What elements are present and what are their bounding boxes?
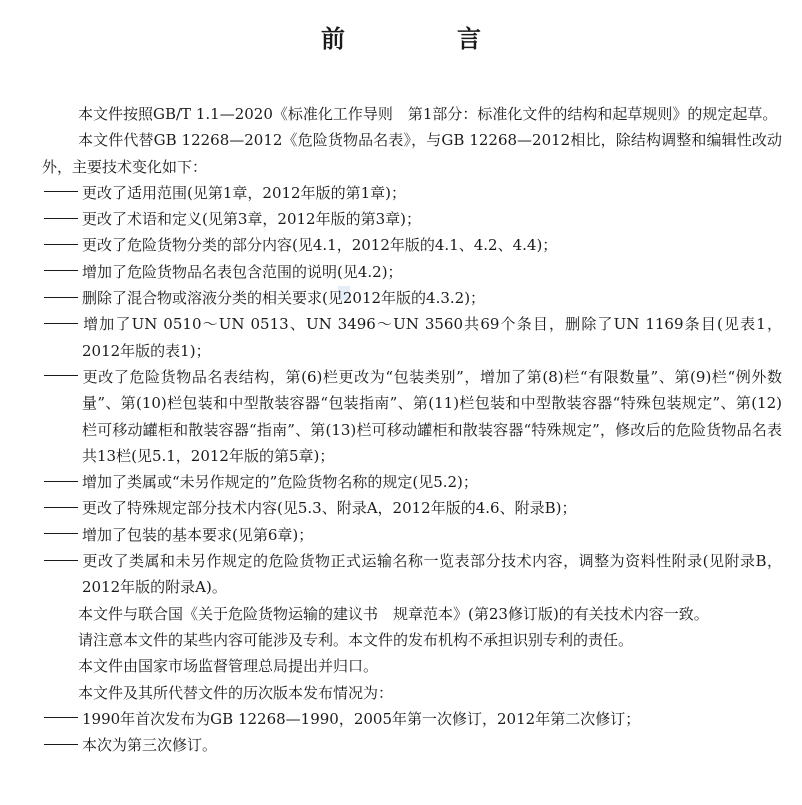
list-item [42,285,782,311]
list-item-text: 更改了特殊规定部分技术内容(见5.3、附录A，2012年版的4.6、附录B)； [82,499,577,518]
dash-icon [42,364,82,390]
list-item [42,232,782,258]
dash-icon [42,522,82,548]
page-title: 前 言 [321,25,525,53]
list-item [42,259,782,285]
list-item [42,732,782,758]
dash-icon [42,732,82,758]
dash-icon [42,285,82,311]
list-item [42,522,782,548]
list-item-text: 1990年首次发布为GB 12268—1990，2005年第一次修订，2012年第二次修订； [82,709,641,728]
list-item [42,706,782,732]
dash-icon [42,232,82,258]
paragraph-patent-notice: 请注意本文件的某些内容可能涉及专利。本文件的发布机构不承担识别专利的责任。 [78,630,634,649]
dash-icon [42,706,82,732]
history-list [42,706,782,759]
dash-icon [42,469,82,495]
list-item [42,469,782,495]
list-item [42,180,782,206]
list-item [42,364,782,469]
paragraph-un-consistency: 本文件与联合国《关于危险货物运输的建议书 规章范本》(第23修订版)的有关技术内容一致。 [78,604,709,623]
list-item [42,311,782,364]
paragraph-history-intro: 本文件及其所代替文件的历次版本发布情况为： [78,683,394,702]
document-body [42,101,782,758]
list-item-text: 更改了术语和定义(见第3章，2012年版的第3章)； [82,210,421,229]
list-item [42,495,782,521]
list-item-text: 本次为第三次修订。 [82,736,218,755]
list-item [42,548,782,601]
dash-icon [42,259,82,285]
dash-icon [42,311,82,337]
list-item-text: 更改了危险货物品名表结构，第(6)栏更改为“包装类别”，增加了第(8)栏“有限数量”、第(9)栏“例外数量”、第(10)栏包装和中型散装容器“包装指南”、第(11)栏包装和中型散装容器“特殊包装规定”、第(12)栏可移动罐柜和散装容器“指南”、第(13)栏可移动罐柜和散装容器“特殊规定”，修改后的危险货物品名表共13栏(见5.1，2012年版的第5章)； [82,367,782,465]
list-item [42,206,782,232]
list-item-text: 增加了UN 0510～UN 0513、UN 3496～UN 3560共69个条目，删除了UN 1169条目(见表1，2012年版的表1)； [82,315,782,360]
list-item-text: 更改了危险货物分类的部分内容(见4.1，2012年版的4.1、4.2、4.4)； [82,236,558,255]
list-item-text: 更改了适用范围(见第1章，2012年版的第1章)； [82,183,406,202]
paragraph-replacement: 本文件代替GB 12268—2012《危险货物品名表》，与GB 12268—2012相比，除结构调整和编辑性改动外，主要技术变化如下： [42,131,782,176]
list-item-text: 增加了类属或“未另作规定的”危险货物名称的规定(见5.2)； [82,473,478,492]
dash-icon [42,495,82,521]
list-item-text: 增加了包装的基本要求(见第6章)； [82,525,314,544]
changes-list [42,180,782,601]
dash-icon [42,180,82,206]
list-item-text: 增加了危险货物品名表包含范围的说明(见4.2)； [82,262,403,281]
dash-icon [42,548,82,574]
list-item-text: 删除了混合物或溶液分类的相关要求(见2012年版的4.3.2)； [82,289,486,308]
paragraph-proposer: 本文件由国家市场监督管理总局提出并归口。 [78,657,379,676]
paragraph-drafting-basis: 本文件按照GB/T 1.1—2020《标准化工作导则 第1部分：标准化文件的结构和起草规则》的规定起草。 [78,105,778,123]
dash-icon [42,206,82,232]
list-item-text: 更改了类属和未另作规定的危险货物正式运输名称一览表部分技术内容，调整为资料性附录(见附录B，2012年版的附录A)。 [82,552,782,597]
